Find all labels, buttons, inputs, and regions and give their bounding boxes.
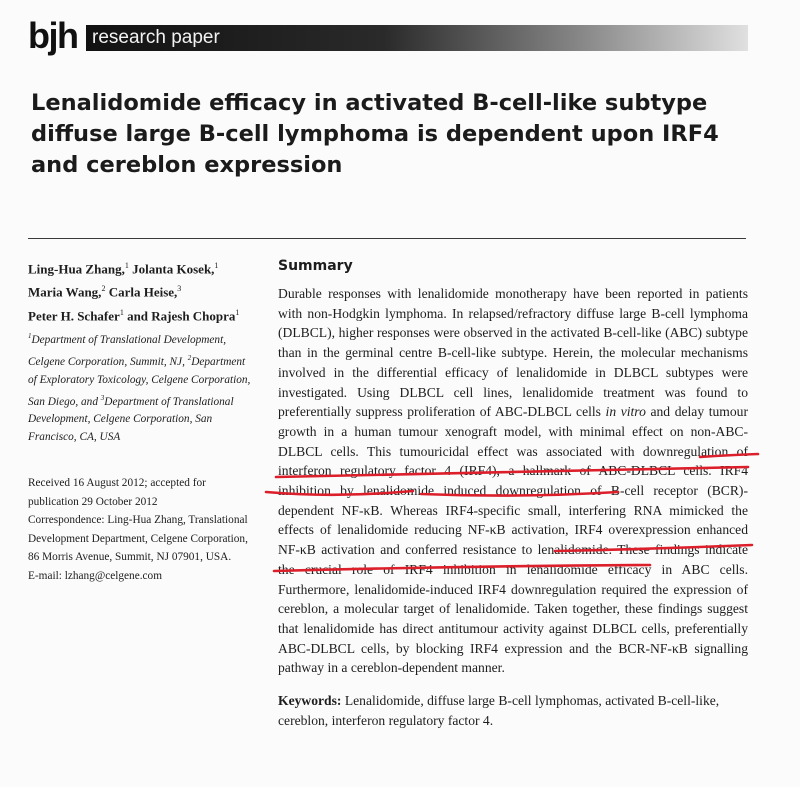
author-affiliation-mark: 1 [119, 307, 124, 317]
affiliation-mark: 2 [187, 353, 192, 362]
summary-column [278, 256, 748, 730]
author-name: Carla Heise, [105, 284, 178, 300]
affiliation-text: Department of Translational Development, Celgene Corporation, Summit, NJ, [28, 333, 227, 368]
author-affiliation-mark: 1 [235, 307, 240, 317]
summary-text-part: Durable responses with lenalidomide monotherapy have been reported in patients with non-Hodgkin lymphoma. In relapsed/refractory diffuse large B-cell lymphoma (DLBCL), higher responses were observed in the activated B-cell-like (ABC) subtype than in the germinal centre B-cell-like subtype. Herein, the molecular mechanisms involved in the differential efficacy of lenalidomide in DLBCL subtypes were investigated. Using DLBCL cell lines, lenalidomide treatment was found to preferentially suppress proliferation of ABC-DLBCL cells [278, 286, 748, 420]
author-name: and Rajesh Chopra [123, 307, 236, 323]
banner-bar [86, 25, 748, 51]
author-affiliation-mark: 1 [214, 261, 219, 270]
affiliations [28, 327, 256, 446]
summary-heading: Summary [278, 258, 353, 274]
author-name: Maria Wang, [28, 284, 102, 300]
author-column [28, 256, 256, 585]
title-divider [28, 238, 746, 239]
affiliation-mark: 1 [28, 331, 32, 340]
article-type-label: research paper [92, 27, 220, 48]
article-meta [28, 474, 256, 585]
author-affiliation-mark: 3 [177, 284, 182, 294]
author-affiliation-mark: 1 [124, 261, 129, 270]
author-name: Peter H. Schafer [28, 307, 120, 323]
received-dates: Received 16 August 2012; accepted for publication 29 October 2012 [28, 477, 206, 508]
keywords-label: Keywords: [278, 693, 342, 709]
keywords [278, 691, 748, 730]
author-name: Ling-Hua Zhang, [28, 261, 125, 277]
author-affiliation-mark: 2 [101, 284, 106, 294]
summary-text-part: and delay tumour growth in a human tumour xenograft model, with minimal effect on non-ABC-DLBCL cells. This tumouricidal effect was associated with downregulation of interferon regulatory factor 4 (IRF4), a hallmark of ABC-DLBCL cells. IRF4 inhibition by lenalidomide induced downregulation of B-cell receptor (BCR)-dependent NF-κB. Whereas IRF4-specific small, interfering RNA mimicked the effects of lenalidomide reducing NF-κB activation, IRF4 overexpression enhanced NF-κB activation and conferred resistance to lenalidomide. These findings indicate the crucial role of IRF4 inhibition in lenalidomide efficacy in ABC cells. Furthermore, lenalidomide-induced IRF4 downregulation required the expression of cereblon, a molecular target of lenalidomide. Taken together, these findings suggest that lenalidomide has direct antitumour activity against DLBCL cells, preferentially ABC-DLBCL cells, by blocking IRF4 expression and the BCR-NF-κB signalling pathway in a cereblon-dependent manner. [278, 404, 748, 676]
affiliation-text: Department of Translational Development, Celgene Corporation, San Francisco, CA, USA [28, 395, 234, 444]
keywords-text: Lenalidomide, diffuse large B-cell lymphomas, activated B-cell-like, cereblon, interferon regulatory factor 4. [278, 693, 720, 728]
summary-text [278, 284, 748, 678]
email: E-mail: lzhang@celgene.com [28, 569, 162, 582]
author-name: Jolanta Kosek, [128, 261, 215, 277]
correspondence: Correspondence: Ling-Hua Zhang, Translational Development Department, Celgene Corporation, 86 Morris Avenue, Summit, NJ 07901, USA. [28, 514, 248, 564]
article-title: Lenalidomide efficacy in activated B-cell-like subtype diffuse large B-cell lymphoma is dependent upon IRF4 and cereblon expression [31, 90, 719, 178]
journal-logo: bjh [28, 15, 78, 56]
affiliation-mark: 3 [100, 393, 105, 402]
affiliation-text: Department of Exploratory Toxicology, Celgene Corporation, San Diego, and [28, 355, 251, 408]
author-list [28, 256, 256, 326]
journal-banner [28, 16, 748, 56]
summary-italic-term: in vitro [605, 404, 646, 420]
